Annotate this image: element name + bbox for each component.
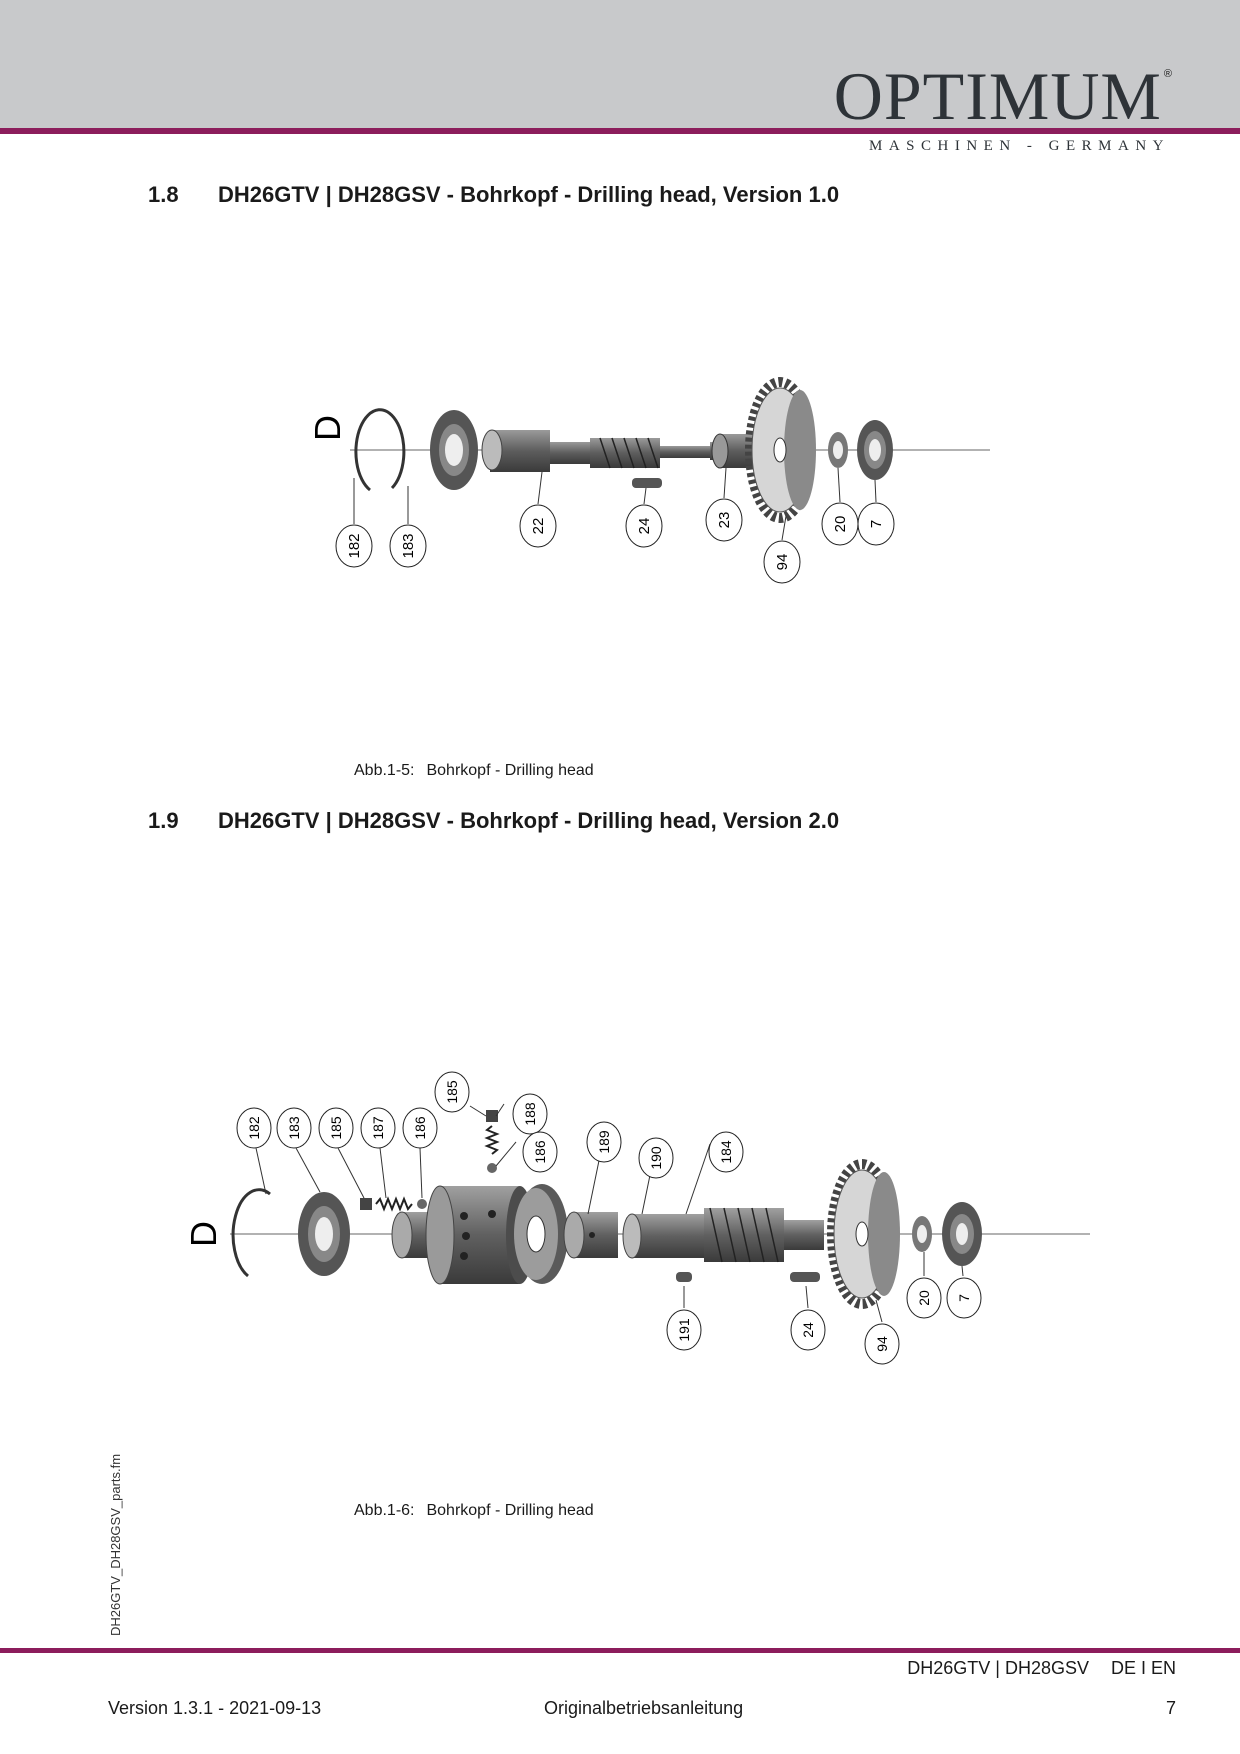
- balloon-label-182: 182: [246, 1116, 262, 1140]
- brand-name: OPTIMUM: [833, 58, 1162, 134]
- key-24: [790, 1272, 820, 1282]
- balloon-label-182: 182: [346, 533, 363, 559]
- balloon-label-94: 94: [774, 553, 791, 571]
- balloon-182: [237, 1108, 271, 1148]
- exploded-view-version-2: [183, 1080, 1120, 1380]
- footer-rule: [0, 1648, 1240, 1653]
- figure-ref: Abb.1-5:: [354, 762, 415, 779]
- balloon-190: [639, 1138, 673, 1178]
- balloon-24: [791, 1310, 825, 1350]
- balloon-label-183: 183: [286, 1116, 302, 1140]
- bush-190: [564, 1212, 618, 1258]
- balloon-183: [277, 1108, 311, 1148]
- washer-20: [828, 432, 848, 468]
- caption-text: Bohrkopf - Drilling head: [426, 1502, 594, 1519]
- spindle-shaft-184: [623, 1208, 824, 1262]
- balloon-label-183: 183: [400, 533, 417, 559]
- footer-model-name: DH26GTV | DH28GSV: [907, 1658, 1089, 1678]
- balloon-185: [319, 1108, 353, 1148]
- spring-188: [487, 1126, 497, 1154]
- caption-text: Bohrkopf - Drilling head: [426, 762, 594, 779]
- balloon-label-94: 94: [874, 1336, 890, 1352]
- snap-ring: [233, 1190, 270, 1276]
- balloon-label-20: 20: [916, 1290, 932, 1306]
- section-heading-1-9: [148, 808, 839, 834]
- figure-caption-1-5: [354, 762, 594, 780]
- gear-94: [832, 1164, 900, 1304]
- balloon-189: [587, 1122, 621, 1162]
- ball-186-top: [487, 1163, 497, 1173]
- balloon-label-188: 188: [522, 1102, 538, 1126]
- balloon-label-184: 184: [718, 1140, 734, 1164]
- key-191: [676, 1272, 692, 1282]
- spindle-shaft-22: [482, 430, 740, 472]
- view-letter-d: D: [307, 415, 348, 441]
- balloon-20: [822, 503, 858, 545]
- balloon-label-186: 186: [412, 1116, 428, 1140]
- section-number: 1.8: [148, 182, 179, 207]
- balloon-label-7: 7: [956, 1294, 972, 1302]
- balloon-label-185-top: 185: [444, 1080, 460, 1104]
- footer-model: [907, 1658, 1176, 1679]
- balloon-186-top: [523, 1132, 557, 1172]
- balloon-label-186-top: 186: [532, 1140, 548, 1164]
- balloon-label-22: 22: [530, 517, 547, 535]
- section-title: DH26GTV | DH28GSV - Bohrkopf - Drilling head, Version 2.0: [218, 808, 840, 833]
- balloon-label-190: 190: [648, 1146, 664, 1170]
- balloon-label-189: 189: [596, 1130, 612, 1154]
- footer-doc-title: Originalbetriebsanleitung: [544, 1698, 744, 1718]
- set-screw-185: [360, 1198, 372, 1210]
- balloon-188: [513, 1094, 547, 1134]
- view-letter-d: D: [183, 1221, 224, 1247]
- balloon-label-7: 7: [868, 519, 885, 529]
- bearing-183: [298, 1192, 350, 1276]
- balloon-186: [403, 1108, 437, 1148]
- balloon-7: [947, 1278, 981, 1318]
- balloon-label-23: 23: [716, 511, 733, 529]
- side-file-label: DH26GTV_DH28GSV_parts.fm: [108, 1453, 123, 1636]
- figure-ref: Abb.1-6:: [354, 1502, 415, 1519]
- balloon-7: [858, 503, 894, 545]
- balloon-label-20: 20: [832, 515, 849, 533]
- footer-version: Version 1.3.1 - 2021-09-13: [108, 1698, 322, 1718]
- section-title: DH26GTV | DH28GSV - Bohrkopf - Drilling head, Version 1.0: [218, 182, 840, 207]
- balloon-label-24: 24: [800, 1322, 816, 1338]
- brand-tagline: MASCHINEN - GERMANY: [868, 138, 1170, 154]
- page-number: 7: [1165, 1698, 1176, 1718]
- balloon-24: [626, 505, 662, 547]
- balloon-191: [667, 1310, 701, 1350]
- figure-caption-1-6: [354, 1502, 594, 1520]
- clutch-ring-189: [514, 1184, 568, 1284]
- footer-languages: DE I EN: [1110, 1658, 1176, 1678]
- balloon-22: [520, 505, 556, 547]
- balloon-label-185: 185: [328, 1116, 344, 1140]
- balloon-20: [907, 1278, 941, 1318]
- key-24: [632, 478, 662, 488]
- bearing-7: [857, 420, 893, 480]
- section-heading-1-8: [148, 182, 839, 208]
- washer-20: [912, 1216, 932, 1252]
- balloon-185-top: [435, 1072, 469, 1112]
- registered-mark: ®: [1163, 68, 1172, 80]
- exploded-view-version-1: [307, 390, 1010, 590]
- balloon-94: [764, 541, 800, 583]
- balloon-label-191: 191: [676, 1318, 692, 1342]
- balloon-label-187: 187: [370, 1116, 386, 1140]
- gear-94: [750, 382, 816, 518]
- hub-housing: [392, 1186, 534, 1284]
- bearing-183: [430, 410, 478, 490]
- ball-186: [417, 1199, 427, 1209]
- balloon-184: [709, 1132, 743, 1172]
- balloon-23: [706, 499, 742, 541]
- section-number: 1.9: [148, 808, 179, 833]
- balloon-183: [390, 525, 426, 567]
- balloon-187: [361, 1108, 395, 1148]
- bearing-7: [942, 1202, 982, 1266]
- balloon-label-24: 24: [636, 517, 653, 535]
- brand-logo: [833, 58, 1172, 134]
- spring-187: [376, 1199, 412, 1209]
- balloon-94: [865, 1324, 899, 1364]
- balloon-182: [336, 525, 372, 567]
